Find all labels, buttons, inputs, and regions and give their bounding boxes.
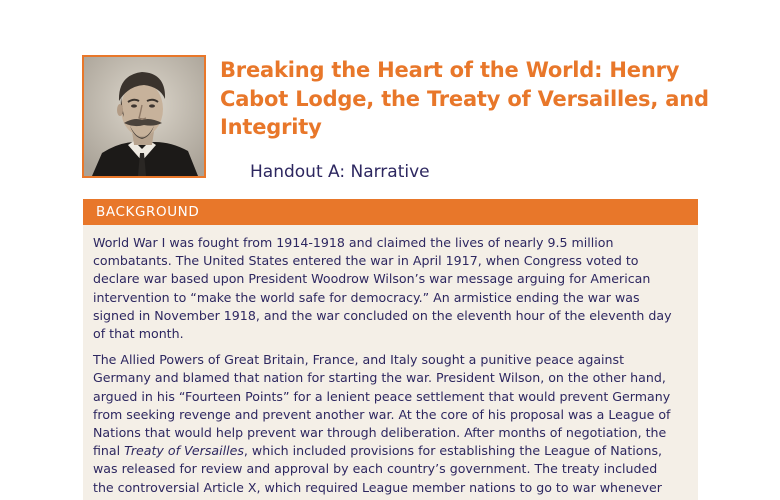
section-header-bar [83,199,698,225]
treaty-title-italic: Treaty of Versailles [124,443,244,459]
paragraph-1-line: intervention to “make the world safe for democracy.” An armistice ending the war was [93,289,640,305]
paragraph-2 [93,351,688,497]
paragraph-2-line: from seeking revenge and prevent another war. At the core of his proposal was a League of [93,406,671,422]
title-line-3: Integrity [220,115,322,139]
paragraph-2-line: Germany and blamed that nation for starting the war. President Wilson, on the other hand, [93,370,666,386]
paragraph-2-line: Nations that would help prevent war through deliberation. After months of negotiation, the [93,425,667,441]
title-line-1: Breaking the Heart of the World: Henry [220,58,680,82]
paragraph-2-line: was released for review and approval by each country’s government. The treaty included [93,461,658,477]
title-line-2: Cabot Lodge, the Treaty of Versailles, and [220,86,709,111]
paragraph-2-line: the controversial Article X, which required League member nations to go to war whenever [93,479,662,495]
treaty-line-prefix: final [93,443,125,459]
treaty-line-suffix: , which included provisions for establishing the League of Nations, [243,443,663,459]
document-title [220,56,740,142]
section-label: BACKGROUND [96,204,200,220]
paragraph-1-line: declare war based upon President Woodrow Wilson’s war message arguing for American [93,271,651,287]
paragraph-2-line-mixed [93,442,688,460]
paragraph-2-line: argued in his “Fourteen Points” for a lenient peace settlement that would prevent Germany [93,388,671,404]
paragraph-1 [93,234,688,343]
handout-subtitle: Handout A: Narrative [250,162,430,182]
paragraph-1-line: combatants. The United States entered the war in April 1917, when Congress voted to [93,253,639,269]
paragraph-2-line: The Allied Powers of Great Britain, France, and Italy sought a punitive peace against [93,352,625,368]
paragraph-1-line: signed in November 1918, and the war concluded on the eleventh hour of the eleventh day [93,307,672,323]
paragraph-1-line: of that month. [93,326,184,342]
paragraph-1-line: World War I was fought from 1914-1918 and claimed the lives of nearly 9.5 million [93,235,614,250]
background-content-panel [83,225,698,500]
portrait-photo [82,55,206,178]
